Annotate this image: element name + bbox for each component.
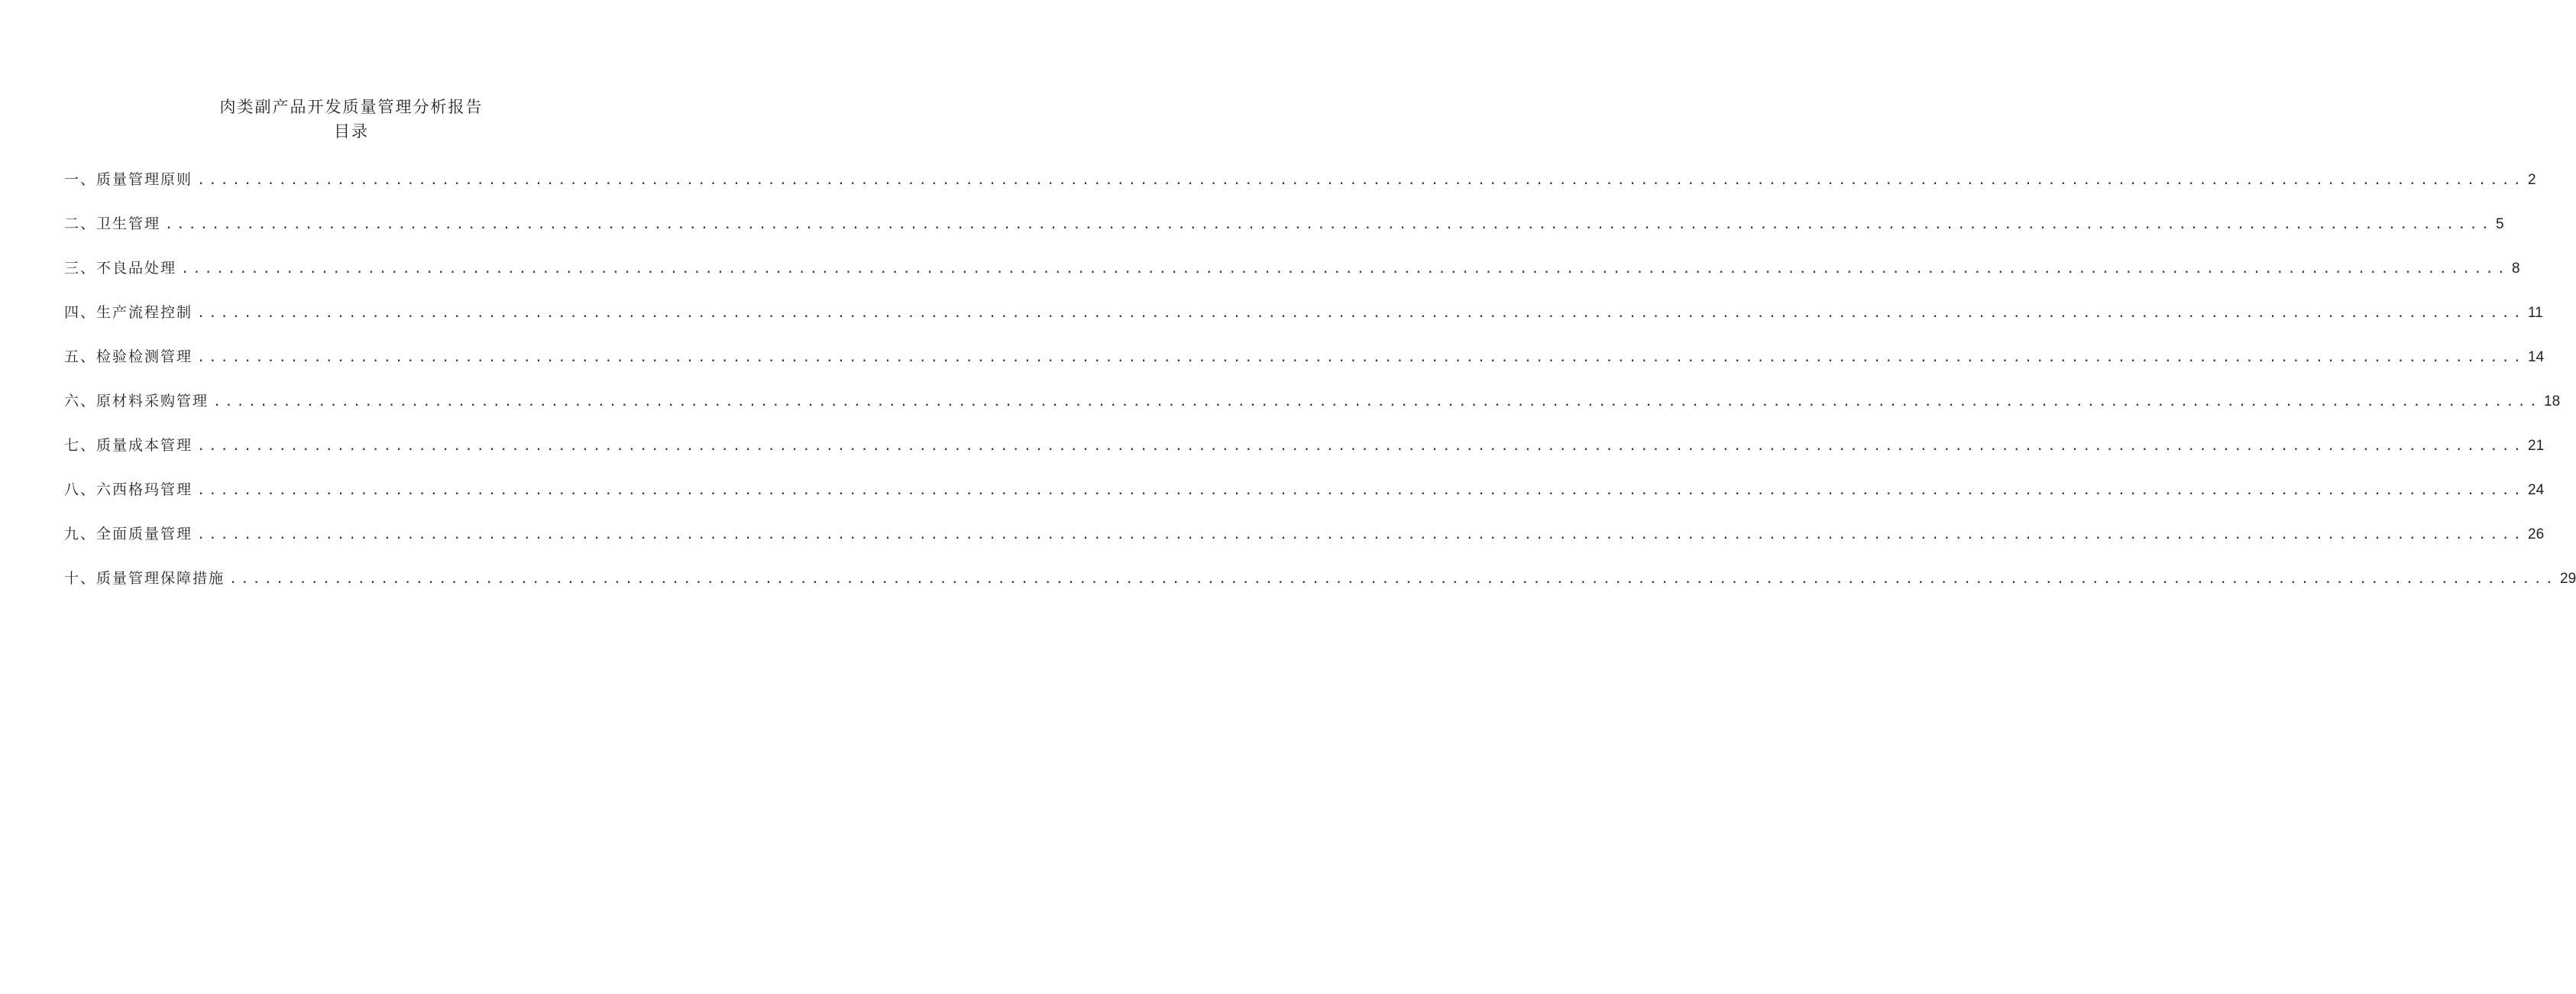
toc-entry-label: 七、质量成本管理 — [64, 437, 193, 454]
toc-entry-7[interactable] — [64, 432, 2545, 477]
toc-entry-9[interactable] — [64, 521, 2545, 565]
toc-entry-label: 五、检验检测管理 — [64, 348, 193, 365]
toc-entry-6[interactable] — [64, 388, 2561, 432]
toc-entry-label: 一、质量管理原则 — [64, 171, 193, 188]
toc-entry-label: 六、原材料采购管理 — [64, 393, 209, 410]
toc-entry-page: 2 — [2528, 172, 2536, 188]
toc-dot-leader: ........................................................................................................................................................................................................ — [197, 483, 2525, 498]
toc-entry-page: 21 — [2528, 438, 2545, 454]
toc-entry-label: 四、生产流程控制 — [64, 304, 193, 321]
toc-entry-page: 5 — [2496, 216, 2504, 232]
toc-entry-page: 29 — [2560, 571, 2576, 587]
toc-entry-10[interactable] — [64, 565, 2576, 610]
toc-dot-leader: ........................................................................................................................................................................................................ — [229, 571, 2557, 587]
toc-dot-leader: ........................................................................................................................................................................................................ — [197, 350, 2525, 365]
document-title: 肉类副产品开发质量管理分析报告 — [219, 98, 484, 116]
toc-entry-page: 26 — [2528, 526, 2545, 542]
toc-entry-label: 二、卫生管理 — [64, 215, 161, 232]
toc-entry-2[interactable] — [64, 211, 2504, 255]
toc-entry-label: 九、全面质量管理 — [64, 526, 193, 542]
toc-entry-5[interactable] — [64, 344, 2545, 388]
toc-entry-page: 24 — [2528, 482, 2545, 498]
toc-entry-label: 三、不良品处理 — [64, 260, 177, 277]
toc-dot-leader: ........................................................................................................................................................................................................ — [181, 261, 2509, 277]
toc-entry-3[interactable] — [64, 255, 2520, 299]
toc-entry-page: 11 — [2528, 305, 2543, 321]
toc-dot-leader: ........................................................................................................................................................................................................ — [213, 394, 2541, 410]
toc-entry-label: 八、六西格玛管理 — [64, 481, 193, 498]
toc-entry-page: 18 — [2544, 393, 2561, 410]
toc-entry-page: 8 — [2512, 261, 2520, 277]
toc-dot-leader: ........................................................................................................................................................................................................ — [197, 306, 2525, 321]
toc-entry-page: 14 — [2528, 349, 2545, 365]
toc-entry-4[interactable] — [64, 299, 2543, 344]
toc-dot-leader: ........................................................................................................................................................................................................ — [197, 439, 2525, 454]
toc-entry-8[interactable] — [64, 477, 2545, 521]
toc-dot-leader: ........................................................................................................................................................................................................ — [197, 173, 2525, 188]
toc-dot-leader: ........................................................................................................................................................................................................ — [197, 527, 2525, 542]
toc-entry-1[interactable] — [64, 167, 2536, 211]
toc-entry-label: 十、质量管理保障措施 — [64, 570, 225, 587]
toc-dot-leader: ........................................................................................................................................................................................................ — [165, 217, 2493, 232]
toc-heading: 目录 — [334, 122, 369, 141]
table-of-contents — [64, 167, 2576, 610]
